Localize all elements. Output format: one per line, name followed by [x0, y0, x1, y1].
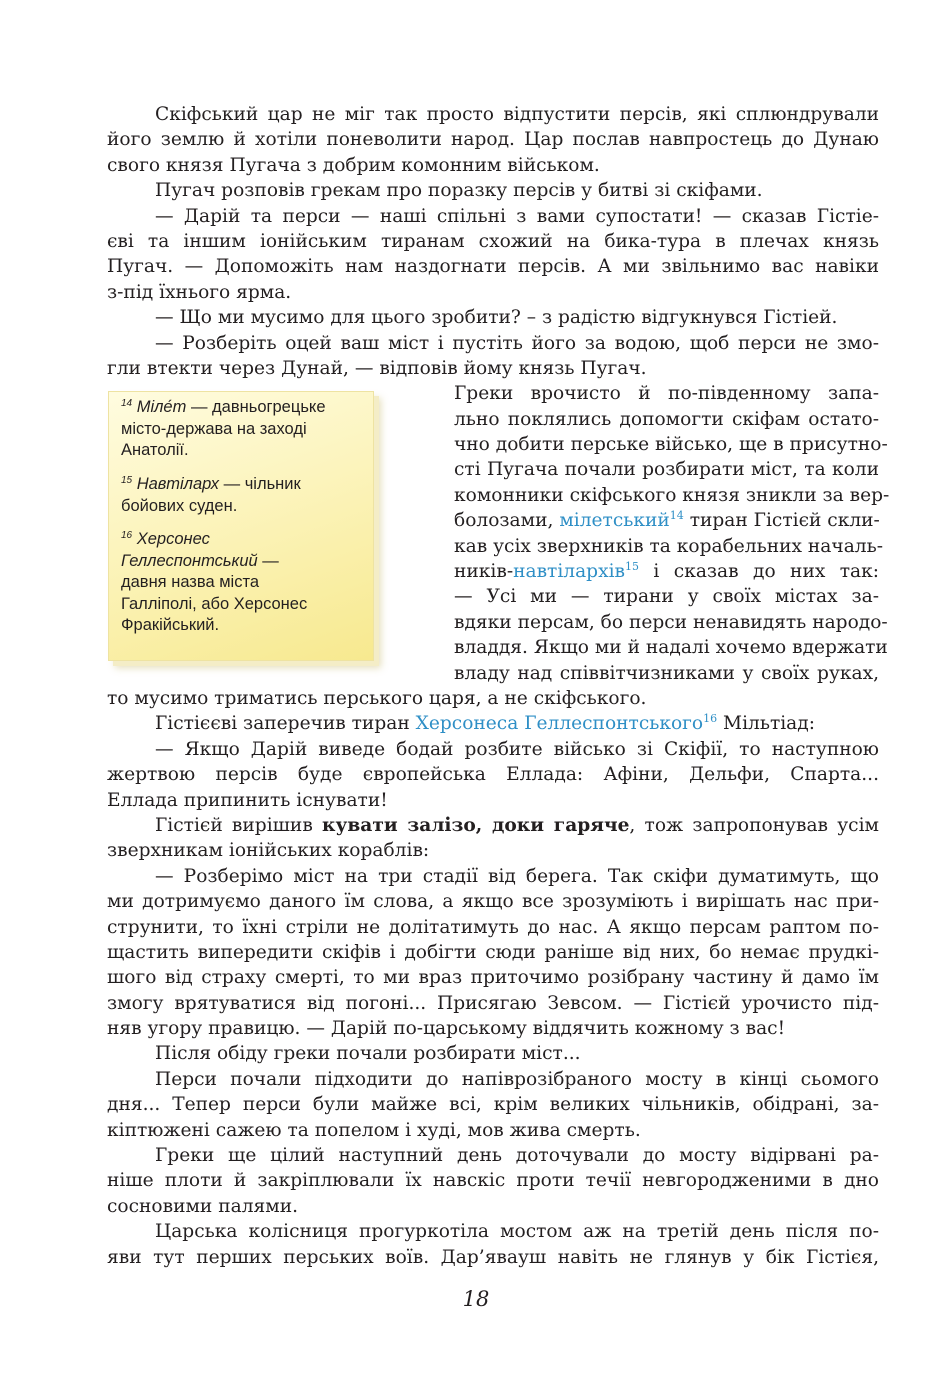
text-line: яви тут перших перських воїв. Дар’явауш навіть не глянув у бік Гістієя, — [107, 1246, 879, 1268]
text-line: кав усіх зверхників та корабельних началь- — [454, 535, 883, 557]
text-line: Еллада припинить існувати! — [107, 789, 388, 811]
page-number: 18 — [462, 1287, 490, 1311]
text-line: ніше плоти й закріплювали їх навскіс проти течії невгородженими в дно — [107, 1170, 879, 1192]
text-line: ників-навтілархів$^{15}$ і сказав до них так: — [454, 560, 879, 583]
text-line: сті Пугача почали розбирати міст, та коли — [454, 459, 879, 481]
text-line: струнити, то їхні стріли не долітатимуть до нас. А якщо персам раптом по- — [107, 916, 879, 938]
text-line: дня... Тепер перси були майже всі, крім великих чільників, обідрані, за- — [107, 1094, 879, 1116]
main-text — [107, 102, 890, 1270]
text-line: — Розберімо міст на три стадії від берега. Так скіфи думатимуть, що — [155, 865, 879, 887]
text-line: болозами, мілетський$^{14}$ тиран Гістієй скли- — [454, 509, 880, 532]
text-line: чно добити перське військо, ще в присутно- — [454, 434, 888, 456]
text-line: змогу врятуватися від погоні... Присягаю Зевсом. — Гістієй урочисто під- — [107, 992, 879, 1014]
text-line: Пугач. — Допоможіть нам наздогнати персів. А ми звільнимо вас навіки — [107, 256, 879, 278]
footnote-16: $^{16}$ Херсонес Геллеспонтський — давня назва міста Галліполі, або Херсонес Фракійський. — [121, 530, 308, 634]
text-line: зверхникам іонійських кораблів: — [107, 840, 430, 862]
text-line: шого від страху смерті, то ми враз приточимо розібрану частину й дамо їм — [107, 967, 879, 989]
text-line: єві та іншим іонійським тиранам схожий на бика-тура в плечах князь — [107, 230, 879, 252]
text-line: з-під їхнього ярма. — [107, 281, 292, 303]
footnote-ref-16[interactable]: 16 — [703, 712, 718, 726]
term-link-navtilarch[interactable]: навтілархів — [513, 561, 625, 583]
footnote-ref-15[interactable]: 15 — [625, 560, 639, 574]
text-line: Скіфський цар не міг так просто відпустити персів, які сплюндрували — [155, 104, 879, 125]
text-line: гли втекти через Дунай, — відповів йому князь Пугач. — [107, 357, 647, 379]
text-line: його землю й хотіли поневолити народ. Цар послав навпростець до Дунаю — [107, 129, 879, 151]
text-line: Перси почали підходити до напіврозібраного мосту в кінці сьомого — [155, 1068, 879, 1090]
text-line: Гістієй вирішив кувати залізо, доки гаряче, тож запропонував усім — [155, 814, 879, 836]
text-line: комонники скіфського князя зникли за вер- — [454, 484, 890, 506]
text-line: жертвою персів буде європейська Еллада: Афіни, Дельфи, Спарта... — [107, 764, 879, 786]
text-line: няв угору правицю. — Дарій по-царському віддячить кожному з вас! — [107, 1018, 786, 1040]
text-line: кіптюжені сажею та попелом і худі, мов жива смерть. — [107, 1119, 641, 1141]
text-line: владдя. Якщо ми й надалі хочемо вдержати — [454, 637, 888, 659]
text-line: — Усі ми — тирани у своїх містах за- — [454, 586, 879, 608]
text-line: владу над співвітчизниками у своїх руках, — [454, 662, 879, 684]
text-line: — Розберіть оцей ваш міст і пустіть його за водою, щоб перси не змо- — [155, 332, 879, 354]
text-line: щастить випередити скіфів і добігти сюди раніше від них, бо немає прудкі- — [107, 941, 879, 963]
text-line: Греки ще цілий наступний день доточували до мосту відірвані ра- — [155, 1145, 879, 1167]
text-line: — Дарій та перси — наші спільні з вами супостати! — сказав Гістіе- — [155, 205, 879, 227]
text-line: Пугач розповів грекам про поразку персів у битві зі скіфами. — [155, 180, 763, 202]
text-line: Після обіду греки почали розбирати міст... — [155, 1043, 581, 1065]
text-line: — Що ми мусимо для цього зробити? – з радістю відгукнувся Гістіей. — [155, 307, 838, 329]
text-line: вдяки персам, бо перси ненавидять народо- — [454, 611, 888, 633]
term-link-chersonesus[interactable]: Херсонеса Геллеспонтського — [415, 713, 704, 735]
text-line: Греки врочисто й по-південному запа- — [454, 383, 879, 405]
text-line: Гістієєві заперечив тиран Херсонеса Геллеспонтського$^{16}$ Мільтіад: — [155, 712, 815, 735]
bold-phrase: кувати залізо, доки гаряче — [322, 814, 630, 836]
text-line: сосновими палями. — [107, 1195, 299, 1217]
text-line: Царська колісниця прогуркотіла мостом аж на третій день після по- — [155, 1221, 879, 1243]
text-line: ми дотримуємо даного їм слова, а якщо все зрозуміють і вирішать нас при- — [107, 891, 879, 913]
footnote-ref-14[interactable]: 14 — [669, 509, 684, 523]
text-line: свого князя Пугача з добрим комонним військом. — [107, 154, 600, 176]
term-link-miletus[interactable]: мілетський — [559, 510, 670, 532]
text-line: льно поклялись допомогти скіфам остато- — [454, 408, 879, 430]
text-line: то мусимо триматись перського царя, а не скіфського. — [107, 687, 647, 709]
footnote-15: $^{15}$ Навтіларх — чільник бойових суден. — [121, 475, 301, 515]
footnote-14: $^{14}$ Міле́т — давньогрецьке місто-держава на заході Анатолії. — [121, 398, 326, 459]
text-line: — Якщо Дарій виведе бодай розбите військо зі Скіфії, то наступною — [155, 738, 879, 760]
footnotes-box — [108, 391, 374, 661]
